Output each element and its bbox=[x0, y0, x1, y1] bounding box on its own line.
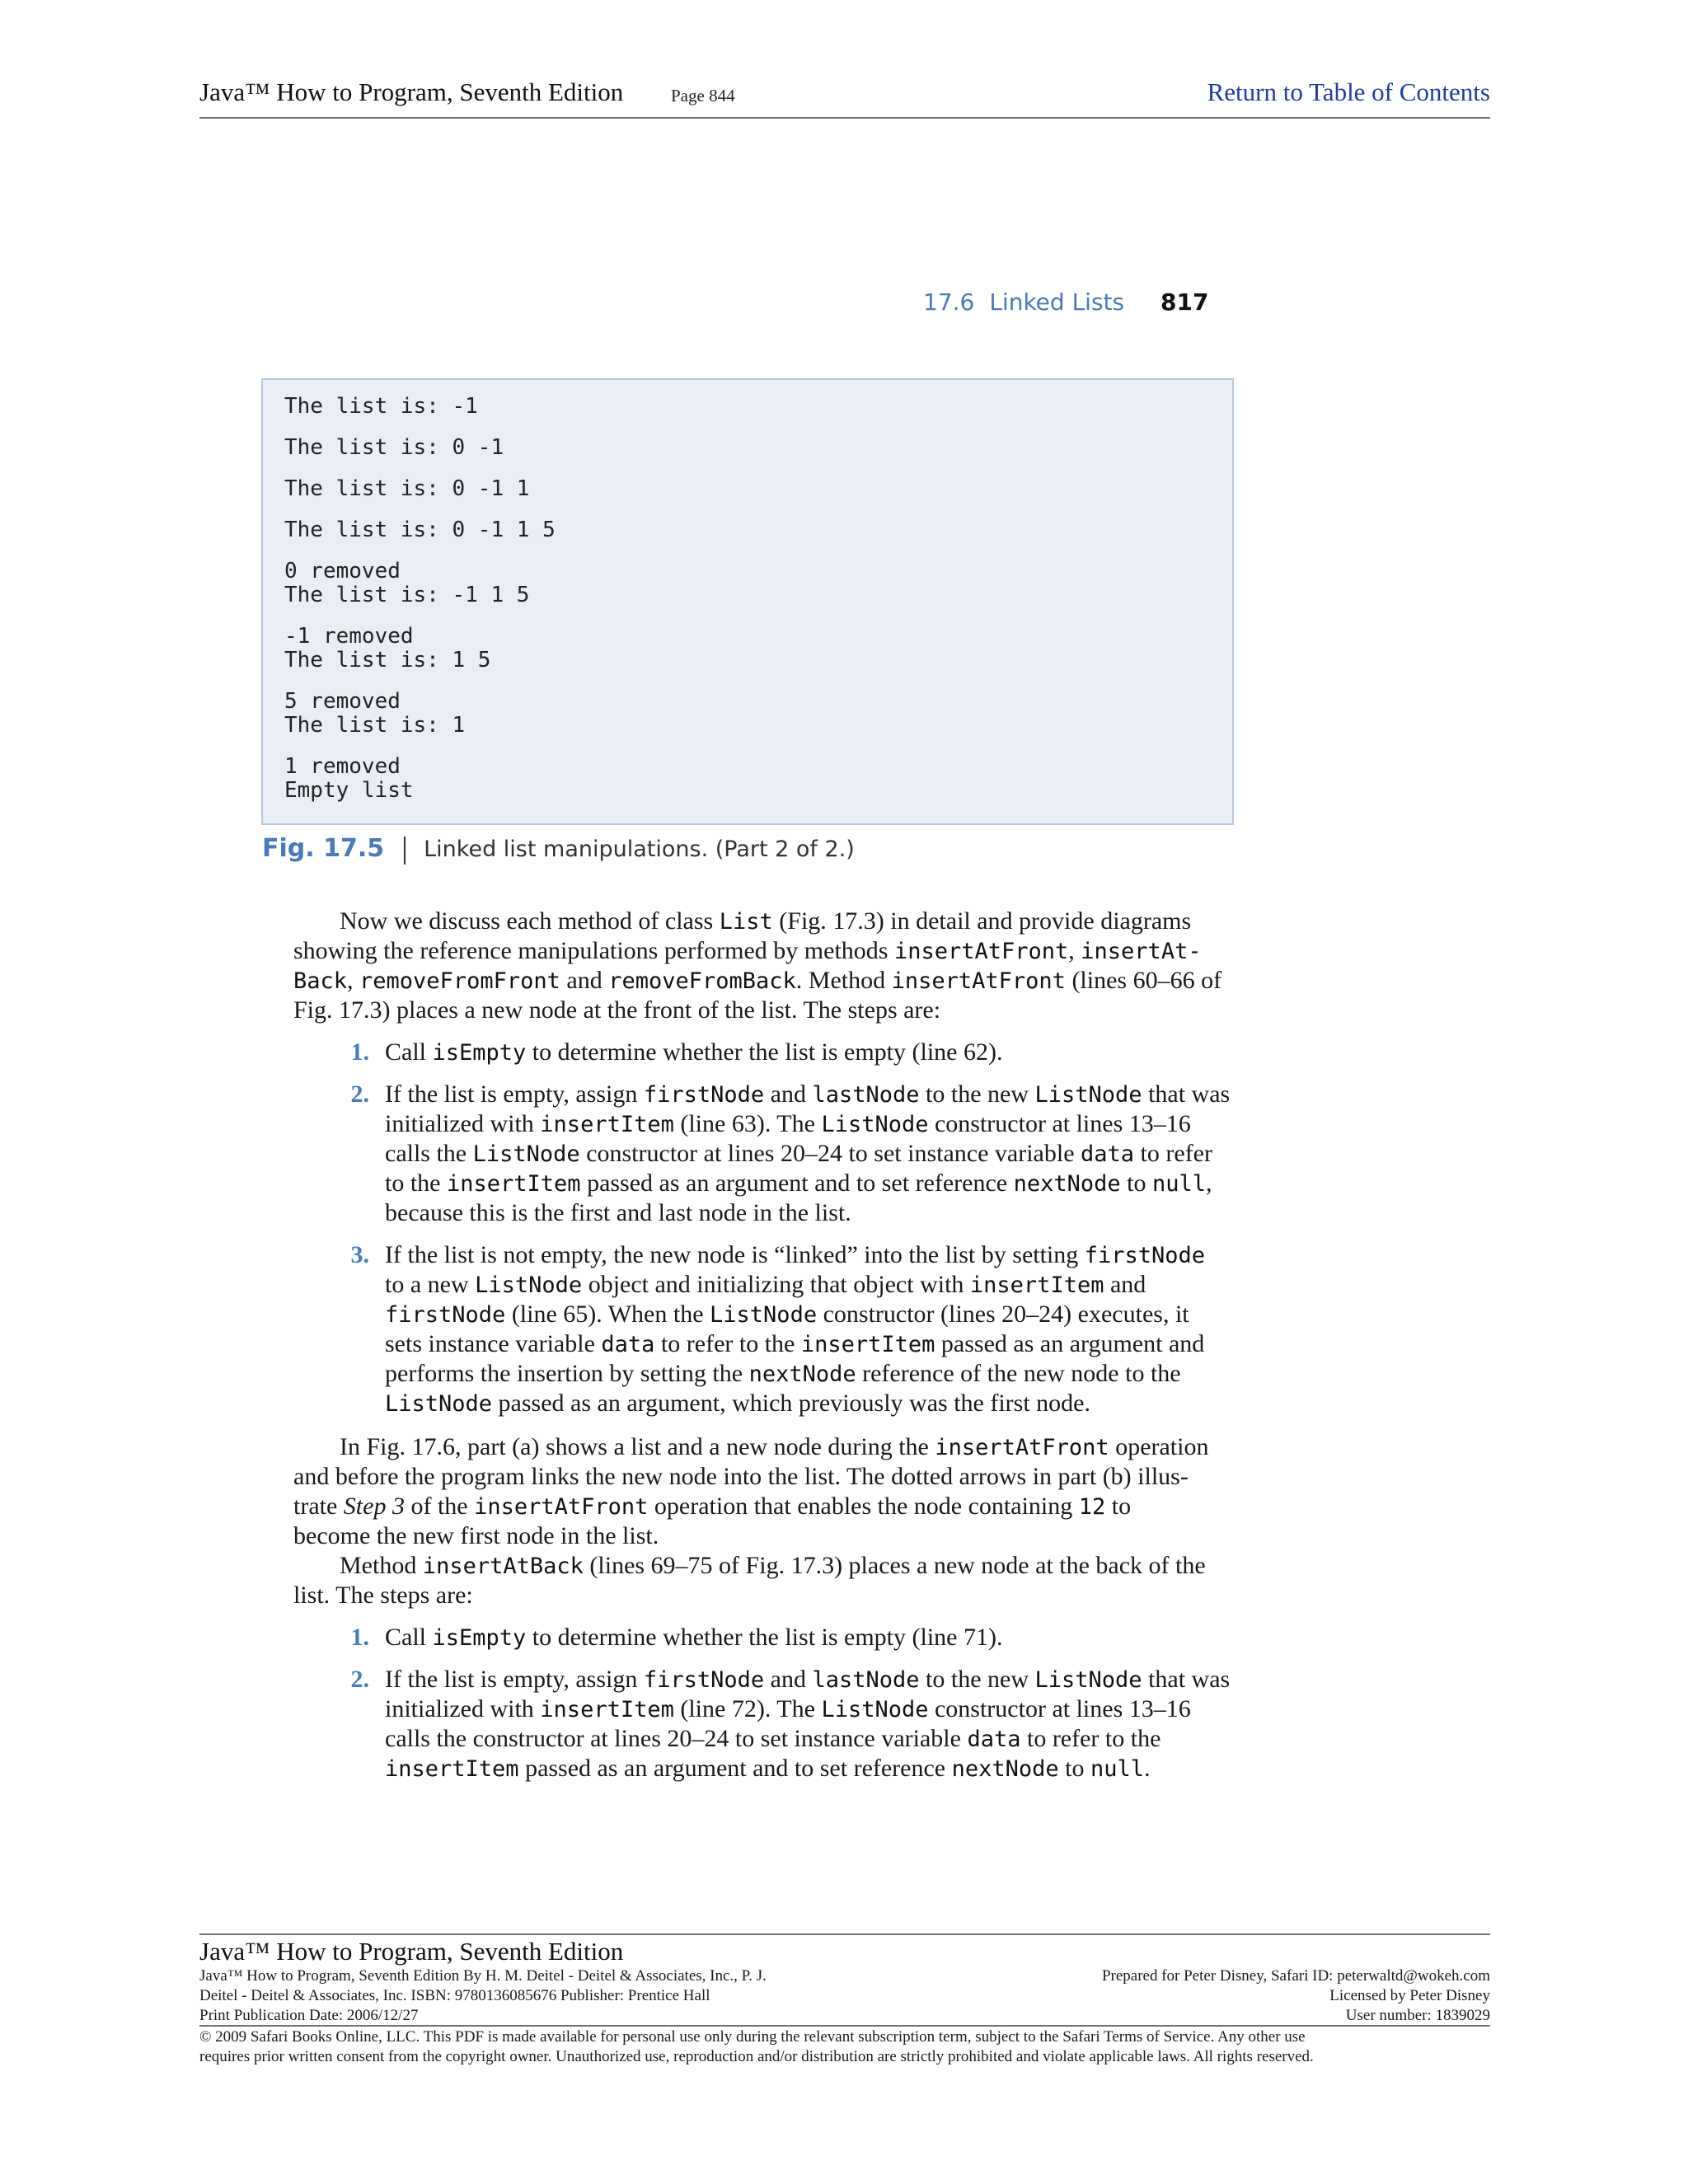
step-line bbox=[385, 1080, 1230, 1110]
text: passed as an argument and to set reference bbox=[580, 1169, 1014, 1197]
code-term: ListNode bbox=[821, 1112, 929, 1137]
text: passed as an argument, which previously was the first node. bbox=[492, 1390, 1090, 1417]
step-line bbox=[385, 1240, 1205, 1271]
step-number: 2. bbox=[350, 1080, 369, 1108]
program-output-panel bbox=[261, 378, 1234, 825]
text: to bbox=[1058, 1755, 1091, 1782]
step-line bbox=[385, 1300, 1189, 1330]
text: initialized with bbox=[385, 1695, 541, 1722]
paragraph-line bbox=[340, 907, 1191, 937]
text: to bbox=[1120, 1169, 1153, 1197]
text: to the new bbox=[919, 1080, 1035, 1108]
text: . Method bbox=[795, 967, 892, 994]
paragraph-line bbox=[340, 1551, 1206, 1582]
text: passed as an argument and bbox=[935, 1330, 1205, 1357]
paragraph-line: become the new first node in the list. bbox=[293, 1522, 659, 1549]
footer-rule bbox=[199, 1933, 1490, 1935]
code-term: ListNode bbox=[1034, 1082, 1142, 1108]
text: , bbox=[1068, 937, 1081, 964]
code-term: insertItem bbox=[540, 1112, 674, 1137]
text: reference of the new node to the bbox=[856, 1360, 1181, 1387]
text: sets instance variable bbox=[385, 1330, 602, 1357]
copyright-line: requires prior written consent from the copyright owner. Unauthorized use, reproduction and/or distribution are strictly prohibited and violate applicable laws. All rights reserved. bbox=[199, 2048, 1314, 2065]
text: If the list is empty, assign bbox=[385, 1666, 644, 1693]
footer-license-line: Prepared for Peter Disney, Safari ID: peterwaltd@wokeh.com bbox=[1101, 1967, 1490, 1985]
text: and bbox=[560, 967, 609, 994]
text: to determine whether the list is empty (line 71). bbox=[526, 1624, 1003, 1651]
code-term: data bbox=[1081, 1141, 1135, 1167]
code-term: insertItem bbox=[385, 1756, 519, 1782]
code-term: insertAtFront bbox=[474, 1494, 649, 1520]
step-number: 1. bbox=[350, 1038, 369, 1066]
code-term: firstNode bbox=[643, 1667, 765, 1693]
text: to a new bbox=[385, 1271, 476, 1298]
output-line: 0 removed bbox=[284, 559, 401, 583]
text: . bbox=[1144, 1755, 1151, 1782]
code-term: List bbox=[719, 909, 773, 935]
text: In Fig. 17.6, part (a) shows a list and a new node during the bbox=[340, 1433, 935, 1460]
code-term: lastNode bbox=[812, 1082, 920, 1108]
paragraph-line: list. The steps are: bbox=[293, 1582, 473, 1609]
step-line bbox=[385, 1623, 1003, 1653]
step-line bbox=[385, 1270, 1146, 1301]
text: constructor (lines 20–24) executes, it bbox=[817, 1301, 1189, 1328]
output-line: 1 removed bbox=[284, 754, 401, 779]
text: passed as an argument and to set reference bbox=[518, 1755, 952, 1782]
text: , bbox=[1206, 1169, 1212, 1197]
text: and bbox=[1104, 1271, 1146, 1298]
safari-header bbox=[199, 77, 1490, 119]
step-line bbox=[385, 1038, 1003, 1068]
code-term: nextNode bbox=[1013, 1171, 1121, 1197]
copyright-line: © 2009 Safari Books Online, LLC. This PDF is made available for personal use only during the relevant subscription term, subject to the Safari Terms of Service. Any other use bbox=[199, 2028, 1306, 2046]
code-term: insertItem bbox=[447, 1171, 581, 1197]
paragraph-line bbox=[340, 1432, 1208, 1463]
output-line: The list is: 1 bbox=[284, 713, 466, 738]
step-number: 1. bbox=[350, 1624, 369, 1651]
code-term: null bbox=[1090, 1756, 1145, 1782]
step-line: because this is the first and last node in the list. bbox=[385, 1199, 851, 1226]
step-line bbox=[385, 1389, 1090, 1419]
toc-link[interactable]: Return to Table of Contents bbox=[1207, 77, 1490, 106]
text: to the bbox=[385, 1169, 447, 1197]
text: (line 65). When the bbox=[505, 1301, 710, 1328]
step-line bbox=[385, 1694, 1191, 1725]
footer-book-title: Java™ How to Program, Seventh Edition bbox=[199, 1937, 624, 1966]
code-term: 12 bbox=[1078, 1494, 1106, 1520]
output-line: The list is: 0 -1 1 5 bbox=[284, 518, 556, 542]
code-term: removeFromBack bbox=[608, 968, 796, 994]
output-line: 5 removed bbox=[284, 689, 401, 714]
footer-info-line: Deitel - Deitel & Associates, Inc. ISBN: 9780136085676 Publisher: Prentice Hall bbox=[199, 1987, 710, 2004]
text: (line 72). The bbox=[673, 1695, 822, 1722]
text: to refer to the bbox=[1020, 1725, 1161, 1752]
step-line bbox=[385, 1109, 1191, 1140]
code-term: insertAt- bbox=[1081, 939, 1202, 964]
caption-text: Linked list manipulations. (Part 2 of 2.) bbox=[424, 837, 855, 862]
paragraph-line bbox=[293, 936, 1202, 967]
output-line: The list is: -1 bbox=[284, 394, 478, 419]
paragraph-line: Fig. 17.3) places a new node at the front of the list. The steps are: bbox=[293, 996, 941, 1024]
footer-license-line: Licensed by Peter Disney bbox=[1329, 1987, 1490, 2004]
step-line bbox=[385, 1724, 1160, 1755]
code-term: ListNode bbox=[821, 1697, 929, 1722]
text: to refer bbox=[1134, 1140, 1212, 1167]
output-line: Empty list bbox=[284, 778, 414, 803]
text: calls the constructor at lines 20–24 to set instance variable bbox=[385, 1725, 968, 1752]
output-line: -1 removed bbox=[284, 624, 414, 649]
step-line bbox=[385, 1139, 1212, 1169]
text: to bbox=[1105, 1493, 1132, 1520]
book-page-number: 817 bbox=[1160, 288, 1209, 316]
code-term: data bbox=[601, 1332, 655, 1357]
text: If the list is empty, assign bbox=[385, 1080, 644, 1108]
code-term: insertAtFront bbox=[893, 939, 1069, 964]
code-term: ListNode bbox=[710, 1302, 818, 1328]
caption-divider bbox=[404, 837, 406, 865]
code-term: isEmpty bbox=[432, 1040, 527, 1066]
code-term: nextNode bbox=[951, 1756, 1059, 1782]
text: to determine whether the list is empty (line 62). bbox=[526, 1038, 1003, 1066]
step-line bbox=[385, 1329, 1204, 1360]
paragraph-line bbox=[293, 1492, 1131, 1522]
code-term: data bbox=[967, 1727, 1021, 1752]
text: (lines 69–75 of Fig. 17.3) places a new node at the back of the bbox=[583, 1552, 1206, 1579]
code-term: removeFromFront bbox=[359, 968, 560, 994]
code-term: insertAtFront bbox=[891, 968, 1066, 994]
header-book-title: Java™ How to Program, Seventh Edition bbox=[199, 77, 624, 106]
output-line: The list is: 1 5 bbox=[284, 648, 491, 673]
code-term: firstNode bbox=[385, 1302, 506, 1328]
code-term: Back bbox=[293, 968, 348, 994]
code-term: ListNode bbox=[385, 1391, 493, 1417]
section-number: 17.6 bbox=[923, 288, 975, 316]
code-term: firstNode bbox=[1084, 1243, 1206, 1268]
step-line bbox=[385, 1169, 1212, 1199]
code-term: firstNode bbox=[643, 1082, 765, 1108]
italic-term: Step 3 bbox=[343, 1493, 405, 1520]
text: that was bbox=[1142, 1666, 1231, 1693]
running-head bbox=[923, 288, 1209, 316]
text: Method bbox=[340, 1552, 423, 1579]
step-number: 2. bbox=[350, 1666, 369, 1693]
paragraph-line bbox=[293, 966, 1221, 996]
footer-info-line: Java™ How to Program, Seventh Edition By H. M. Deitel - Deitel & Associates, Inc., P. J. bbox=[199, 1967, 767, 1985]
output-line: The list is: 0 -1 1 bbox=[284, 476, 530, 501]
footer-rule bbox=[199, 2025, 1490, 2027]
text: initialized with bbox=[385, 1110, 541, 1137]
text: performs the insertion by setting the bbox=[385, 1360, 749, 1387]
footer-info-line: Print Publication Date: 2006/12/27 bbox=[199, 2007, 419, 2024]
text: trate bbox=[293, 1493, 344, 1520]
figure-caption bbox=[262, 834, 855, 865]
text: operation bbox=[1109, 1433, 1209, 1460]
text: constructor at lines 20–24 to set instance variable bbox=[579, 1140, 1081, 1167]
text: Now we discuss each method of class bbox=[340, 907, 720, 935]
code-term: insertAtBack bbox=[422, 1554, 584, 1579]
text: showing the reference manipulations performed by methods bbox=[293, 937, 894, 964]
code-term: nextNode bbox=[748, 1361, 856, 1387]
figure-number: Fig. 17.5 bbox=[262, 834, 385, 863]
text: operation that enables the node containing bbox=[648, 1493, 1079, 1520]
text: , bbox=[347, 967, 360, 994]
output-line: The list is: -1 1 5 bbox=[284, 583, 530, 607]
section-title: Linked Lists bbox=[989, 288, 1125, 316]
code-term: ListNode bbox=[475, 1272, 583, 1298]
text: and bbox=[764, 1080, 813, 1108]
step-number: 3. bbox=[350, 1241, 369, 1268]
text: If the list is not empty, the new node is “linked” into the list by setting bbox=[385, 1241, 1085, 1268]
code-term: isEmpty bbox=[432, 1625, 527, 1651]
text: (lines 60–66 of bbox=[1065, 967, 1222, 994]
text: object and initializing that object with bbox=[582, 1271, 970, 1298]
text: (Fig. 17.3) in detail and provide diagrams bbox=[772, 907, 1192, 935]
footer-license-line: User number: 1839029 bbox=[1345, 2007, 1490, 2024]
text: that was bbox=[1142, 1080, 1231, 1108]
output-line: The list is: 0 -1 bbox=[284, 435, 504, 460]
text: calls the bbox=[385, 1140, 473, 1167]
code-term: ListNode bbox=[1034, 1667, 1142, 1693]
paragraph-line: and before the program links the new node into the list. The dotted arrows in part (b) illus- bbox=[293, 1463, 1189, 1490]
step-line bbox=[385, 1359, 1181, 1390]
step-line bbox=[385, 1665, 1230, 1695]
code-term: null bbox=[1152, 1171, 1207, 1197]
text: Call bbox=[385, 1038, 433, 1066]
text: constructor at lines 13–16 bbox=[928, 1110, 1191, 1137]
text: to refer to the bbox=[654, 1330, 801, 1357]
text: constructor at lines 13–16 bbox=[928, 1695, 1191, 1722]
text: to the new bbox=[919, 1666, 1035, 1693]
code-term: lastNode bbox=[812, 1667, 920, 1693]
text: of the bbox=[404, 1493, 475, 1520]
code-term: insertAtFront bbox=[935, 1435, 1109, 1460]
header-page-label: Page 844 bbox=[671, 86, 735, 105]
code-term: insertItem bbox=[969, 1272, 1104, 1298]
code-term: ListNode bbox=[472, 1141, 580, 1167]
code-term: insertItem bbox=[800, 1332, 935, 1357]
text: and bbox=[764, 1666, 813, 1693]
text: Call bbox=[385, 1624, 433, 1651]
code-term: insertItem bbox=[540, 1697, 674, 1722]
step-line bbox=[385, 1754, 1151, 1784]
text: (line 63). The bbox=[673, 1110, 822, 1137]
